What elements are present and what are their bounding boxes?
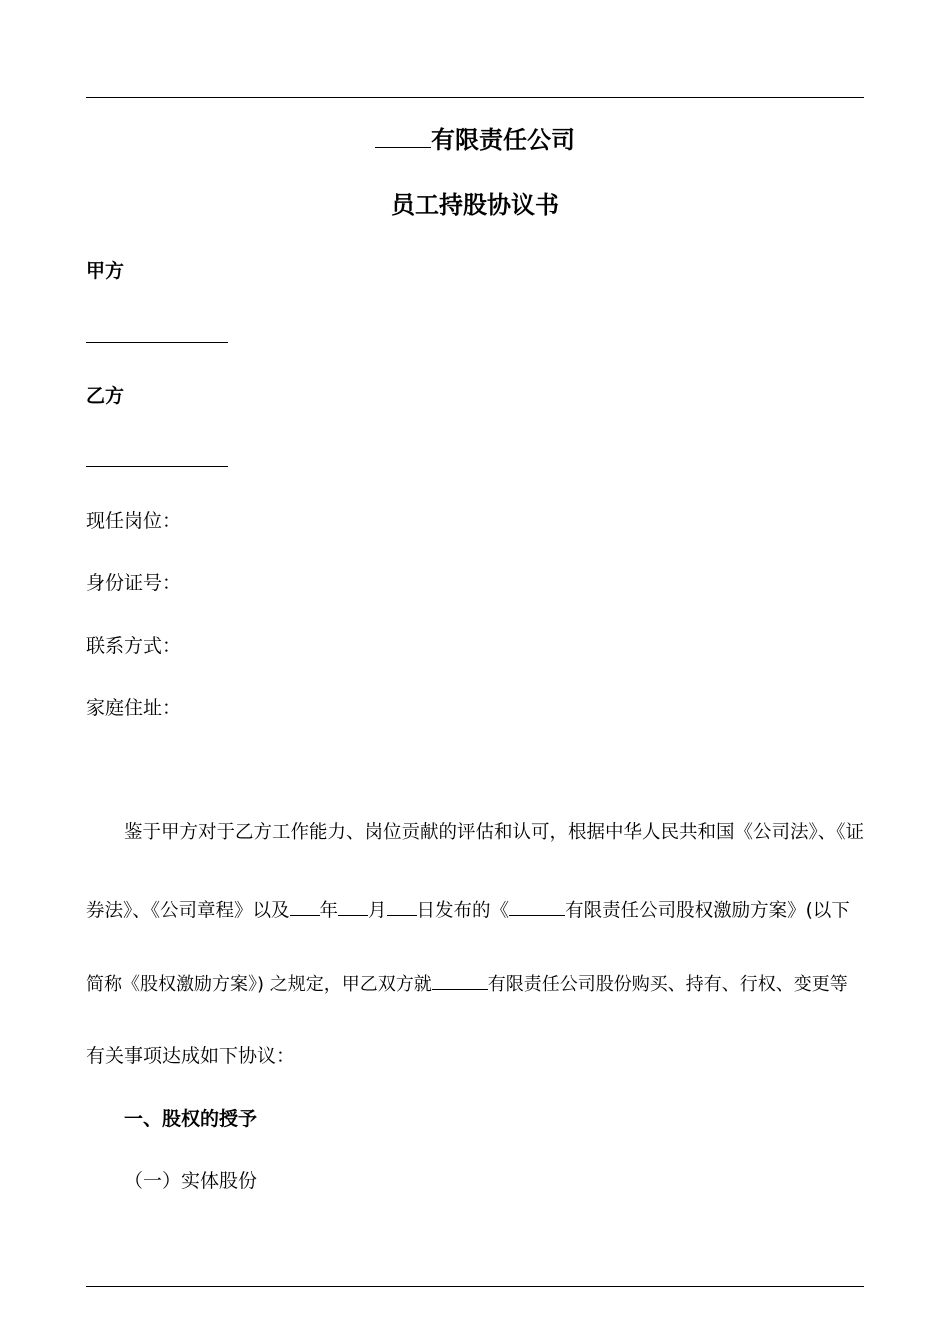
preamble-line-2 xyxy=(86,896,864,923)
field-address: 家庭住址： xyxy=(86,697,182,719)
preamble-line-3 xyxy=(86,970,864,997)
subsection-1-heading: （一）实体股份 xyxy=(124,1170,258,1192)
day-blank xyxy=(387,896,417,916)
field-id-number: 身份证号： xyxy=(86,572,182,594)
month-label: 月 xyxy=(368,900,387,922)
company-blank-1 xyxy=(509,896,565,916)
document-title: 员工持股协议书 xyxy=(391,191,559,219)
party-a-label: 甲方 xyxy=(86,260,125,282)
preamble-text-1: 鉴于甲方对于乙方工作能力、岗位贡献的评估和认可，根据中华人民共和国《公司法》、《证 xyxy=(124,822,865,843)
preamble-text-3b: 有限责任公司股份购买、持有、行权、变更等 xyxy=(487,973,848,995)
month-blank xyxy=(338,896,368,916)
preamble-line-4 xyxy=(86,1044,864,1068)
year-label: 年 xyxy=(319,900,339,922)
party-b-label: 乙方 xyxy=(86,385,125,407)
title-company-suffix: 有限责任公司 xyxy=(431,126,575,155)
preamble-text-2a: 券法》、《公司章程》以及 xyxy=(86,900,290,922)
document-title-company xyxy=(0,122,950,155)
header-rule xyxy=(86,97,864,98)
party-a-signature-line xyxy=(86,342,228,343)
field-position: 现任岗位： xyxy=(86,510,182,532)
preamble-text-3a: 简称《股权激励方案》) 之规定，甲乙双方就 xyxy=(86,973,432,995)
preamble-line-1 xyxy=(124,821,864,845)
preamble-text-4: 有关事项达成如下协议： xyxy=(86,1045,296,1067)
footer-rule xyxy=(86,1286,864,1287)
preamble-text-2b: 有限责任公司股权激励方案》(以下 xyxy=(565,900,850,922)
party-b-signature-line xyxy=(86,466,228,467)
section-1-heading: 一、股权的授予 xyxy=(124,1108,258,1130)
company-name-blank xyxy=(375,122,431,148)
field-contact: 联系方式： xyxy=(86,635,182,657)
year-blank xyxy=(290,896,320,916)
day-label: 日发布的《 xyxy=(416,900,510,922)
company-blank-2 xyxy=(432,970,488,990)
